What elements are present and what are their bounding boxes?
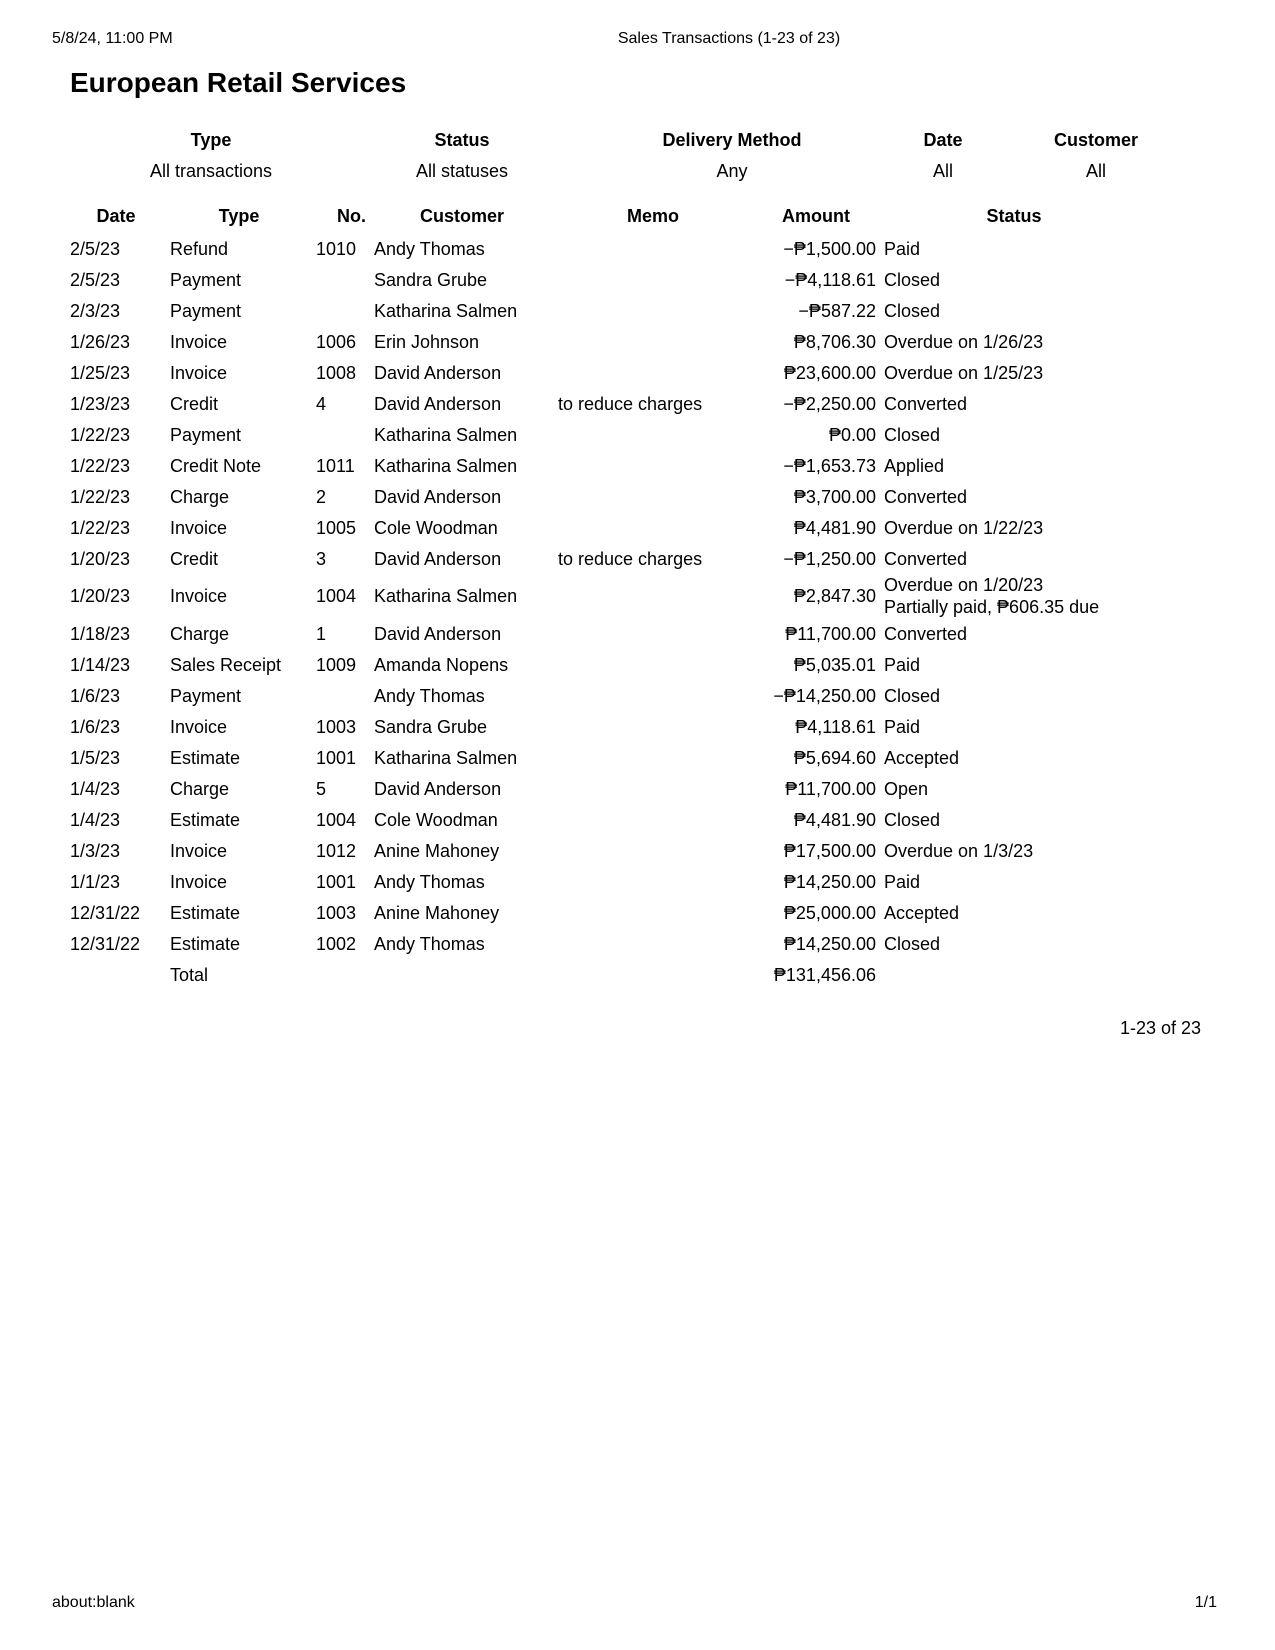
cell-date: 1/4/23 bbox=[70, 809, 121, 830]
cell-type: Credit bbox=[170, 393, 219, 414]
cell-memo bbox=[554, 649, 752, 680]
cell-amount: ₱5,694.60 bbox=[793, 747, 876, 768]
cell-type: Sales Receipt bbox=[170, 654, 282, 675]
cell-customer: Andy Thomas bbox=[374, 933, 485, 954]
cell-customer: Andy Thomas bbox=[374, 871, 485, 892]
cell-status bbox=[880, 264, 1148, 295]
cell-customer: Sandra Grube bbox=[374, 716, 488, 737]
cell-customer: Amanda Nopens bbox=[374, 654, 509, 675]
status-text: Paid bbox=[884, 716, 921, 737]
cell-date: 1/23/23 bbox=[70, 393, 131, 414]
print-page-count: 1/1 bbox=[1194, 1594, 1217, 1611]
cell-memo: to reduce charges bbox=[558, 393, 703, 414]
table-row bbox=[66, 326, 1148, 357]
filter-value: Any bbox=[716, 161, 748, 181]
cell-type: Credit bbox=[170, 548, 219, 569]
cell-memo bbox=[554, 419, 752, 450]
cell-date: 1/4/23 bbox=[70, 778, 121, 799]
cell-date: 1/22/23 bbox=[70, 455, 131, 476]
cell-memo bbox=[554, 773, 752, 804]
cell-customer: Andy Thomas bbox=[374, 685, 485, 706]
column-header-customer: Customer bbox=[419, 206, 504, 226]
cell-date: 1/6/23 bbox=[70, 716, 121, 737]
cell-amount: ₱3,700.00 bbox=[793, 486, 876, 507]
cell-no: 1004 bbox=[316, 809, 357, 830]
cell-status bbox=[880, 928, 1148, 959]
cell-no: 1011 bbox=[316, 455, 355, 476]
cell-date: 1/1/23 bbox=[70, 871, 121, 892]
table-row bbox=[66, 866, 1148, 897]
cell-amount: ₱11,700.00 bbox=[785, 623, 876, 644]
filter-value: All transactions bbox=[149, 161, 273, 181]
cell-no: 1010 bbox=[316, 238, 357, 259]
cell-no: 1008 bbox=[316, 362, 357, 383]
cell-no: 1004 bbox=[316, 586, 357, 606]
cell-no bbox=[312, 264, 370, 295]
cell-no: 4 bbox=[316, 393, 327, 414]
cell-date: 12/31/22 bbox=[70, 902, 141, 923]
cell-amount: −₱14,250.00 bbox=[773, 685, 876, 706]
cell-memo bbox=[554, 897, 752, 928]
cell-date: 1/18/23 bbox=[70, 623, 131, 644]
cell-no: 1006 bbox=[316, 331, 357, 352]
status-text: Accepted bbox=[884, 902, 960, 923]
filter-value: All statuses bbox=[415, 161, 509, 181]
cell-type: Payment bbox=[170, 300, 242, 321]
cell-amount: ₱23,600.00 bbox=[783, 362, 876, 383]
cell-memo bbox=[554, 264, 752, 295]
status-text: Closed bbox=[884, 424, 941, 445]
cell-date: 1/20/23 bbox=[70, 548, 131, 569]
status-text: Closed bbox=[884, 809, 941, 830]
cell-date: 1/22/23 bbox=[70, 424, 131, 445]
table-row bbox=[66, 804, 1148, 835]
cell-memo: to reduce charges bbox=[558, 548, 703, 569]
status-text: Closed bbox=[884, 933, 941, 954]
cell-type: Estimate bbox=[170, 809, 241, 830]
cell-status bbox=[880, 419, 1148, 450]
cell-no bbox=[312, 295, 370, 326]
status-text: Paid bbox=[884, 238, 921, 259]
print-url: about:blank bbox=[52, 1594, 135, 1611]
total-amount: ₱131,456.06 bbox=[773, 964, 876, 985]
cell-date: 1/22/23 bbox=[70, 517, 131, 538]
table-row bbox=[66, 388, 1148, 419]
cell-customer: Cole Woodman bbox=[374, 809, 498, 830]
cell-amount: −₱1,653.73 bbox=[783, 455, 876, 476]
cell-no: 1002 bbox=[316, 933, 357, 954]
cell-customer: Katharina Salmen bbox=[374, 455, 518, 476]
filter-status bbox=[342, 128, 582, 182]
column-header-memo: Memo bbox=[626, 206, 679, 226]
cell-customer: David Anderson bbox=[374, 362, 502, 383]
cell-customer: Anine Mahoney bbox=[374, 902, 500, 923]
cell-customer: Katharina Salmen bbox=[374, 300, 518, 321]
cell-status bbox=[880, 742, 1148, 773]
cell-customer: Katharina Salmen bbox=[374, 747, 518, 768]
status-text: Paid bbox=[884, 871, 921, 892]
cell-amount: ₱4,481.90 bbox=[793, 809, 876, 830]
column-header-amount: Amount bbox=[782, 206, 850, 226]
cell-status bbox=[880, 357, 1148, 388]
cell-customer: David Anderson bbox=[374, 548, 502, 569]
cell-memo bbox=[554, 928, 752, 959]
cell-date: 1/5/23 bbox=[70, 747, 121, 768]
column-header-date: Date bbox=[96, 206, 136, 226]
cell-type: Estimate bbox=[170, 933, 241, 954]
cell-date: 2/5/23 bbox=[70, 238, 121, 259]
cell-amount: ₱14,250.00 bbox=[783, 933, 876, 954]
cell-date: 1/6/23 bbox=[70, 685, 121, 706]
status-text: Accepted bbox=[884, 747, 960, 768]
cell-type: Charge bbox=[170, 486, 230, 507]
cell-no bbox=[312, 680, 370, 711]
cell-amount: −₱4,118.61 bbox=[784, 269, 876, 290]
cell-memo bbox=[554, 326, 752, 357]
status-text: Open bbox=[884, 778, 929, 799]
cell-customer: Sandra Grube bbox=[374, 269, 488, 290]
cell-customer: Erin Johnson bbox=[374, 331, 480, 352]
filter-type bbox=[91, 128, 331, 182]
table-row bbox=[66, 357, 1148, 388]
cell-no: 1005 bbox=[316, 517, 357, 538]
cell-no: 1009 bbox=[316, 654, 357, 675]
print-datetime: 5/8/24, 11:00 PM bbox=[52, 30, 173, 47]
cell-memo bbox=[554, 450, 752, 481]
cell-type: Payment bbox=[170, 269, 242, 290]
cell-status bbox=[880, 649, 1148, 680]
print-page-title: Sales Transactions (1-23 of 23) bbox=[617, 30, 841, 47]
cell-amount: ₱8,706.30 bbox=[793, 331, 876, 352]
cell-memo bbox=[554, 742, 752, 773]
cell-status bbox=[880, 388, 1148, 419]
cell-memo bbox=[554, 233, 752, 264]
cell-no bbox=[312, 419, 370, 450]
filter-label: Status bbox=[434, 130, 490, 150]
cell-status bbox=[880, 574, 1148, 618]
table-row bbox=[66, 835, 1148, 866]
cell-customer: Katharina Salmen bbox=[374, 424, 518, 445]
table-row bbox=[66, 618, 1148, 649]
cell-no: 1001 bbox=[316, 871, 357, 892]
cell-status bbox=[880, 512, 1148, 543]
table-header-row bbox=[66, 200, 1148, 233]
cell-status bbox=[880, 233, 1148, 264]
table-row bbox=[66, 773, 1148, 804]
cell-status bbox=[880, 450, 1148, 481]
cell-customer: Anine Mahoney bbox=[374, 840, 500, 861]
filter-label: Date bbox=[923, 130, 963, 150]
column-header-type: Type bbox=[218, 206, 260, 226]
cell-memo bbox=[554, 618, 752, 649]
table-row bbox=[66, 711, 1148, 742]
cell-type: Invoice bbox=[170, 586, 228, 606]
cell-no: 2 bbox=[316, 486, 327, 507]
cell-amount: ₱4,481.90 bbox=[793, 517, 876, 538]
table-row bbox=[66, 295, 1148, 326]
table-row bbox=[66, 680, 1148, 711]
total-row bbox=[66, 959, 1148, 990]
filter-label: Customer bbox=[1053, 130, 1138, 150]
cell-type: Estimate bbox=[170, 902, 241, 923]
status-text: Overdue on 1/3/23 bbox=[884, 840, 1034, 861]
table-row bbox=[66, 264, 1148, 295]
cell-customer: Andy Thomas bbox=[374, 238, 485, 259]
cell-status bbox=[880, 481, 1148, 512]
cell-memo bbox=[554, 481, 752, 512]
status-text: Paid bbox=[884, 654, 921, 675]
filter-customer bbox=[976, 128, 1216, 182]
table-row bbox=[66, 233, 1148, 264]
cell-status bbox=[880, 866, 1148, 897]
cell-no: 1001 bbox=[316, 747, 357, 768]
cell-no: 1 bbox=[316, 623, 327, 644]
filter-label: Delivery Method bbox=[662, 130, 802, 150]
cell-type: Invoice bbox=[170, 517, 228, 538]
table-row bbox=[66, 649, 1148, 680]
cell-memo bbox=[554, 711, 752, 742]
pagination-summary: 1-23 of 23 bbox=[1120, 1018, 1202, 1038]
status-text: Overdue on 1/25/23 bbox=[884, 362, 1044, 383]
cell-amount: −₱1,250.00 bbox=[783, 548, 876, 569]
cell-customer: Katharina Salmen bbox=[374, 586, 518, 606]
cell-type: Charge bbox=[170, 623, 230, 644]
cell-memo bbox=[554, 866, 752, 897]
filter-value: All bbox=[1085, 161, 1106, 181]
cell-type: Estimate bbox=[170, 747, 241, 768]
column-header-no: No. bbox=[337, 206, 366, 226]
status-text: Converted bbox=[884, 393, 968, 414]
cell-type: Payment bbox=[170, 424, 242, 445]
cell-status bbox=[880, 543, 1148, 574]
status-text: Converted bbox=[884, 623, 968, 644]
cell-date: 2/5/23 bbox=[70, 269, 121, 290]
cell-type: Payment bbox=[170, 685, 242, 706]
cell-status bbox=[880, 680, 1148, 711]
cell-customer: Cole Woodman bbox=[374, 517, 498, 538]
cell-status bbox=[880, 835, 1148, 866]
cell-memo bbox=[554, 574, 752, 618]
table-row bbox=[66, 928, 1148, 959]
filter-delivery-method bbox=[612, 128, 852, 182]
cell-memo bbox=[554, 804, 752, 835]
cell-status bbox=[880, 773, 1148, 804]
filter-label: Type bbox=[190, 130, 232, 150]
total-label: Total bbox=[170, 964, 209, 985]
cell-no: 3 bbox=[316, 548, 327, 569]
cell-amount: ₱11,700.00 bbox=[785, 778, 876, 799]
cell-type: Invoice bbox=[170, 871, 228, 892]
cell-status bbox=[880, 804, 1148, 835]
cell-status bbox=[880, 711, 1148, 742]
cell-type: Refund bbox=[170, 238, 229, 259]
total-spacer bbox=[66, 959, 166, 990]
cell-type: Charge bbox=[170, 778, 230, 799]
cell-type: Invoice bbox=[170, 362, 228, 383]
status-text: Overdue on 1/22/23 bbox=[884, 517, 1044, 538]
cell-no: 1003 bbox=[316, 716, 357, 737]
cell-memo bbox=[554, 680, 752, 711]
cell-amount: ₱25,000.00 bbox=[783, 902, 876, 923]
status-text: Closed bbox=[884, 269, 941, 290]
table-row bbox=[66, 574, 1148, 618]
cell-amount: −₱1,500.00 bbox=[783, 238, 876, 259]
cell-date: 1/14/23 bbox=[70, 654, 131, 675]
cell-date: 2/3/23 bbox=[70, 300, 121, 321]
cell-no: 1003 bbox=[316, 902, 357, 923]
cell-status bbox=[880, 295, 1148, 326]
cell-status bbox=[880, 326, 1148, 357]
cell-customer: David Anderson bbox=[374, 778, 502, 799]
cell-no: 5 bbox=[316, 778, 327, 799]
cell-amount: ₱2,847.30 bbox=[793, 586, 876, 606]
cell-date: 12/31/22 bbox=[70, 933, 141, 954]
cell-memo bbox=[554, 295, 752, 326]
cell-date: 1/20/23 bbox=[70, 586, 131, 606]
status-text: Applied bbox=[884, 455, 945, 476]
cell-amount: ₱14,250.00 bbox=[783, 871, 876, 892]
column-header-status: Status bbox=[986, 206, 1042, 226]
status-text: Overdue on 1/20/23 bbox=[884, 575, 1044, 595]
table-row bbox=[66, 897, 1148, 928]
cell-customer: David Anderson bbox=[374, 623, 502, 644]
cell-no: 1012 bbox=[316, 840, 357, 861]
cell-customer: David Anderson bbox=[374, 393, 502, 414]
cell-memo bbox=[554, 357, 752, 388]
status-text: Converted bbox=[884, 548, 968, 569]
cell-type: Invoice bbox=[170, 840, 228, 861]
cell-amount: ₱4,118.61 bbox=[795, 716, 876, 737]
cell-type: Credit Note bbox=[170, 455, 262, 476]
company-name: European Retail Services bbox=[70, 67, 407, 98]
filter-value: All bbox=[932, 161, 953, 181]
table-row bbox=[66, 543, 1148, 574]
cell-amount: ₱5,035.01 bbox=[793, 654, 876, 675]
cell-date: 1/22/23 bbox=[70, 486, 131, 507]
cell-memo bbox=[554, 835, 752, 866]
table-row bbox=[66, 419, 1148, 450]
cell-status bbox=[880, 618, 1148, 649]
transactions-table bbox=[66, 200, 1148, 990]
cell-amount: −₱2,250.00 bbox=[783, 393, 876, 414]
cell-amount: ₱17,500.00 bbox=[783, 840, 876, 861]
status-text: Closed bbox=[884, 685, 941, 706]
cell-type: Invoice bbox=[170, 331, 228, 352]
status-text: Converted bbox=[884, 486, 968, 507]
cell-type: Invoice bbox=[170, 716, 228, 737]
status-text: Closed bbox=[884, 300, 941, 321]
cell-date: 1/26/23 bbox=[70, 331, 131, 352]
table-row bbox=[66, 450, 1148, 481]
status-text: Overdue on 1/26/23 bbox=[884, 331, 1044, 352]
status-detail: Partially paid, ₱606.35 due bbox=[884, 597, 1100, 617]
table-row bbox=[66, 512, 1148, 543]
table-row bbox=[66, 742, 1148, 773]
cell-amount: ₱0.00 bbox=[828, 424, 876, 445]
cell-amount: −₱587.22 bbox=[798, 300, 876, 321]
table-row bbox=[66, 481, 1148, 512]
cell-memo bbox=[554, 512, 752, 543]
cell-date: 1/3/23 bbox=[70, 840, 121, 861]
cell-date: 1/25/23 bbox=[70, 362, 131, 383]
cell-customer: David Anderson bbox=[374, 486, 502, 507]
cell-status bbox=[880, 897, 1148, 928]
